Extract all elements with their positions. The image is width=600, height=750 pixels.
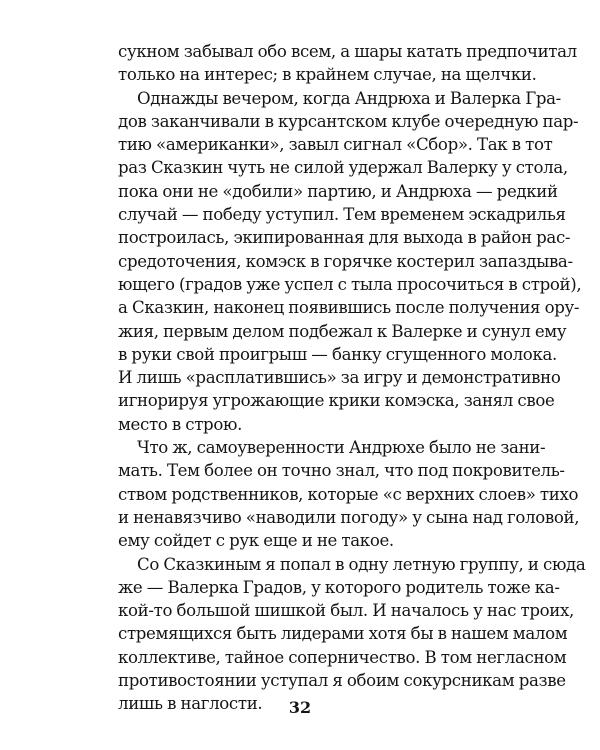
text-line: коллективе, тайное соперничество. В том негласном bbox=[118, 647, 567, 667]
page-number: 32 bbox=[288, 698, 312, 717]
text-line: пока они не «добили» партию, и Андрюха — редкий bbox=[118, 181, 558, 201]
text-line: а Сказкин, наконец появившись после получения ору- bbox=[118, 298, 580, 318]
text-line: противостоянии уступал я обоим сокурсникам разве bbox=[118, 671, 566, 691]
text-line: кой-то большой шишкой был. И началось у нас троих, bbox=[118, 601, 574, 621]
text-line: Что ж, самоуверенности Андрюхе было не зани- bbox=[137, 438, 546, 458]
text-line: построилась, экипированная для выхода в район рас- bbox=[118, 228, 571, 248]
text-line: игнорируя угрожающие крики комэска, занял свое bbox=[118, 391, 555, 411]
text-line: тию «американки», завыл сигнал «Сбор». Так в тот bbox=[118, 135, 553, 155]
text-line: и ненавязчиво «наводили погоду» у сына над головой, bbox=[118, 507, 580, 527]
text-line: мать. Тем более он точно знал, что под покровитель- bbox=[118, 461, 565, 481]
text-line: дов заканчивали в курсантском клубе очередную пар- bbox=[118, 111, 579, 131]
text-line: средоточения, комэск в горячке костерил запаздыва- bbox=[118, 251, 573, 271]
text-line: случай — победу уступил. Тем временем эскадрилья bbox=[118, 205, 566, 225]
text-line: ющего (градов уже успел с тыла просочиться в строй), bbox=[118, 274, 582, 294]
text-line: же — Валерка Градов, у которого родитель тоже ка- bbox=[118, 577, 560, 597]
text-line: ством родственников, которые «с верхних слоев» тихо bbox=[118, 484, 579, 504]
text-line: только на интерес; в крайнем случае, на щелчки. bbox=[118, 65, 537, 85]
text-line: место в строю. bbox=[118, 414, 242, 434]
text-line: жия, первым делом подбежал к Валерке и сунул ему bbox=[118, 321, 567, 341]
text-line: лишь в наглости. bbox=[118, 694, 263, 714]
text-line: раз Сказкин чуть не силой удержал Валерку у стола, bbox=[118, 158, 568, 178]
text-line: сукном забывал обо всем, а шары катать предпочитал bbox=[118, 42, 577, 61]
text-line: стремящихся быть лидерами хотя бы в нашем малом bbox=[118, 624, 568, 644]
text-line: И лишь «расплатившись» за игру и демонстративно bbox=[118, 368, 561, 388]
text-line: Со Сказкиным я попал в одну летную группу, и сюда bbox=[137, 554, 586, 574]
page-body-text bbox=[118, 40, 586, 716]
text-line: в руки свой проигрыш — банку сгущенного молока. bbox=[118, 344, 557, 364]
text-line: Однажды вечером, когда Андрюха и Валерка Гра- bbox=[137, 88, 561, 108]
text-line: ему сойдет с рук еще и не такое. bbox=[118, 531, 394, 551]
